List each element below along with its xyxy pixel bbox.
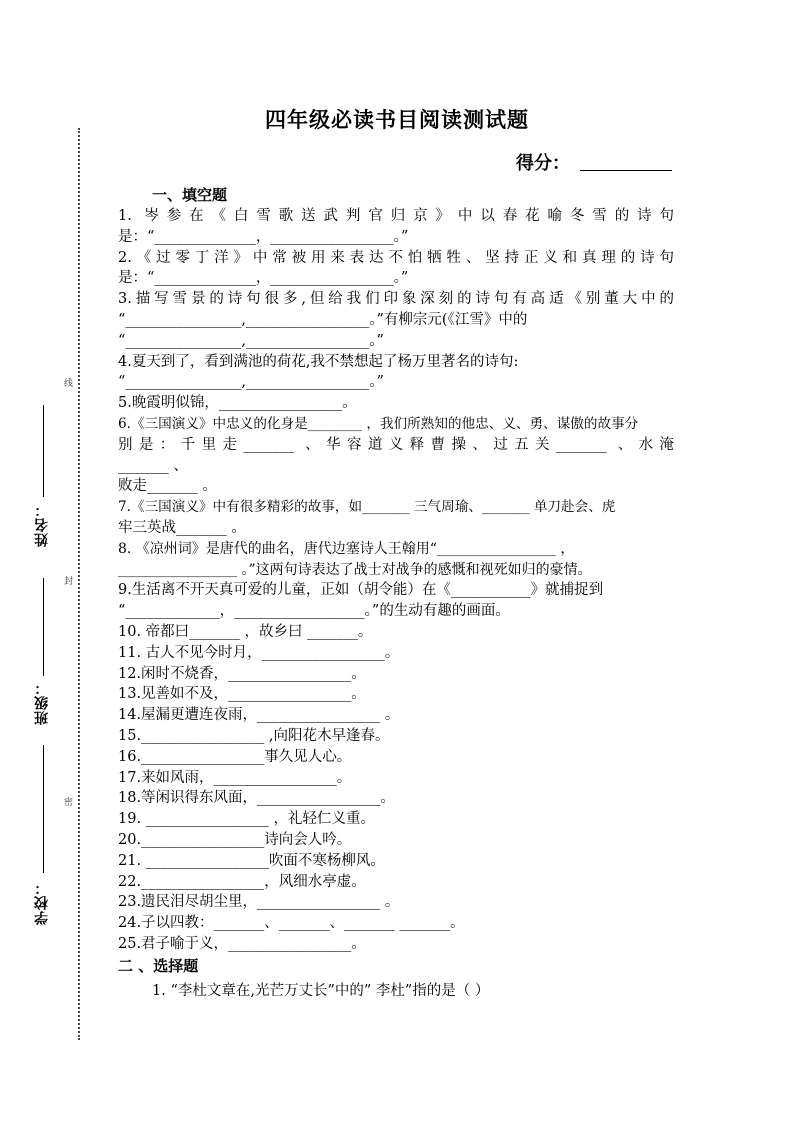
question-line: 22._________________，风细水亭虚。 bbox=[118, 873, 366, 890]
question-body bbox=[118, 184, 674, 1001]
name-field-line[interactable] bbox=[43, 405, 44, 497]
question-line: 20._________________诗向会人吟。 bbox=[118, 831, 352, 848]
class-field-line[interactable] bbox=[43, 578, 44, 676]
question-line: “________________,_________________。” bbox=[118, 374, 384, 391]
class-label: 班级： bbox=[34, 680, 50, 725]
question-line: 11. 古人不见今时月，_________________。 bbox=[118, 644, 400, 661]
question-line: 别是：千里走_______ 、华容道义释曹操、过五关_______ 、水淹 bbox=[118, 436, 674, 453]
question-line: 21. _________________吹面不寒杨柳风。 bbox=[118, 852, 385, 869]
question-line: 17.来如风雨，_________________。 bbox=[118, 769, 352, 786]
question-line: 8. 《凉州词》是唐代的曲名，唐代边塞诗人王翰用“_________________ ， bbox=[118, 540, 575, 557]
question-line: “________________,_________________。” bbox=[118, 332, 384, 349]
question-line: _________________ 。”这两句诗表达了战士对战争的感慨和视死如归的豪情。 bbox=[118, 561, 592, 578]
section-heading-fill-blank: 一、填空题 bbox=[152, 186, 228, 204]
score-field[interactable] bbox=[580, 170, 672, 171]
question-line: 是：“______________，_________________。” bbox=[118, 228, 409, 245]
binding-dotted-line bbox=[78, 128, 80, 1040]
school-label: 学校： bbox=[34, 880, 50, 925]
section-heading-choice: 二 、选择题 bbox=[118, 956, 199, 975]
question-line: 13.见善如不及，_________________。 bbox=[118, 686, 366, 703]
page-title: 四年级必读书目阅读测试题 bbox=[265, 107, 529, 132]
question-line: 2.《过零丁洋》中常被用来表达不怕牺牲、坚持正义和真理的诗句 bbox=[118, 249, 674, 266]
question-line: _______ 、 bbox=[118, 457, 188, 474]
question-line: 16._________________事久见人心。 bbox=[118, 748, 352, 765]
score-label: 得分： bbox=[516, 153, 570, 174]
cut-mark-secret: 密 bbox=[64, 798, 74, 808]
question-line: 牢三英战_______ 。 bbox=[118, 519, 246, 536]
question-line: 1. 岑参在《白雪歌送武判官归京》中以春花喻冬雪的诗句 bbox=[118, 208, 674, 224]
question-line: 15._________________ ,向阳花木早逢春。 bbox=[118, 727, 390, 744]
cut-mark-line: 线 bbox=[64, 379, 74, 389]
question-line: 4.夏天到了，看到满池的荷花,我不禁想起了杨万里著名的诗句: bbox=[118, 353, 519, 370]
question-line: “________________,_________________。”有柳宗元(《江雪》中的 bbox=[118, 311, 528, 328]
question-line: 10. 帝都曰_______ ，故乡曰 _______。 bbox=[118, 623, 373, 640]
question-line: 9.生活离不开天真可爱的儿童，正如（胡令能）在《___________》就捕捉到 bbox=[118, 582, 604, 599]
cut-mark-seal: 封 bbox=[64, 577, 74, 587]
question-line: 7.《三国演义》中有很多精彩的故事，如_______ 三气周瑜、_______ 单刀赴会、虎 bbox=[118, 499, 616, 516]
choice-question-1: 1. “李杜文章在,光芒万丈长”中的” 李杜”指的是（ ） bbox=[152, 982, 490, 999]
question-line: 6.《三国演义》中忠义的化身是________ ，我们所熟知的他忠、义、勇、谋傲的故事分 bbox=[118, 415, 639, 432]
question-line: “_____________，__________________。”的生动有趣的画面。 bbox=[118, 603, 510, 620]
question-line: 23.遗民泪尽胡尘里，_________________ 。 bbox=[118, 894, 400, 911]
question-line: 是：“______________，_________________。” bbox=[118, 270, 409, 287]
question-line: 12.闲时不烧香，_________________。 bbox=[118, 665, 366, 682]
question-line: 14.屋漏更遭连夜雨，_________________ 。 bbox=[118, 707, 400, 724]
question-line: 24.子以四教：_______、_______、_______ _______。 bbox=[118, 915, 465, 932]
question-line: 5.晚霞明似锦，_________________。 bbox=[118, 395, 357, 412]
question-line: 19. _________________ ，礼轻仁义重。 bbox=[118, 811, 376, 828]
school-field-line[interactable] bbox=[43, 745, 44, 873]
question-line: 25.君子喻于义，_________________。 bbox=[118, 935, 366, 952]
question-line: 3.描写雪景的诗句很多,但给我们印象深刻的诗句有高适《别董大中的 bbox=[118, 291, 674, 308]
question-line: 败走_______ 。 bbox=[118, 478, 217, 495]
name-label: 姓名： bbox=[34, 502, 50, 547]
question-line: 18.等闲识得东风面，_________________。 bbox=[118, 790, 395, 807]
